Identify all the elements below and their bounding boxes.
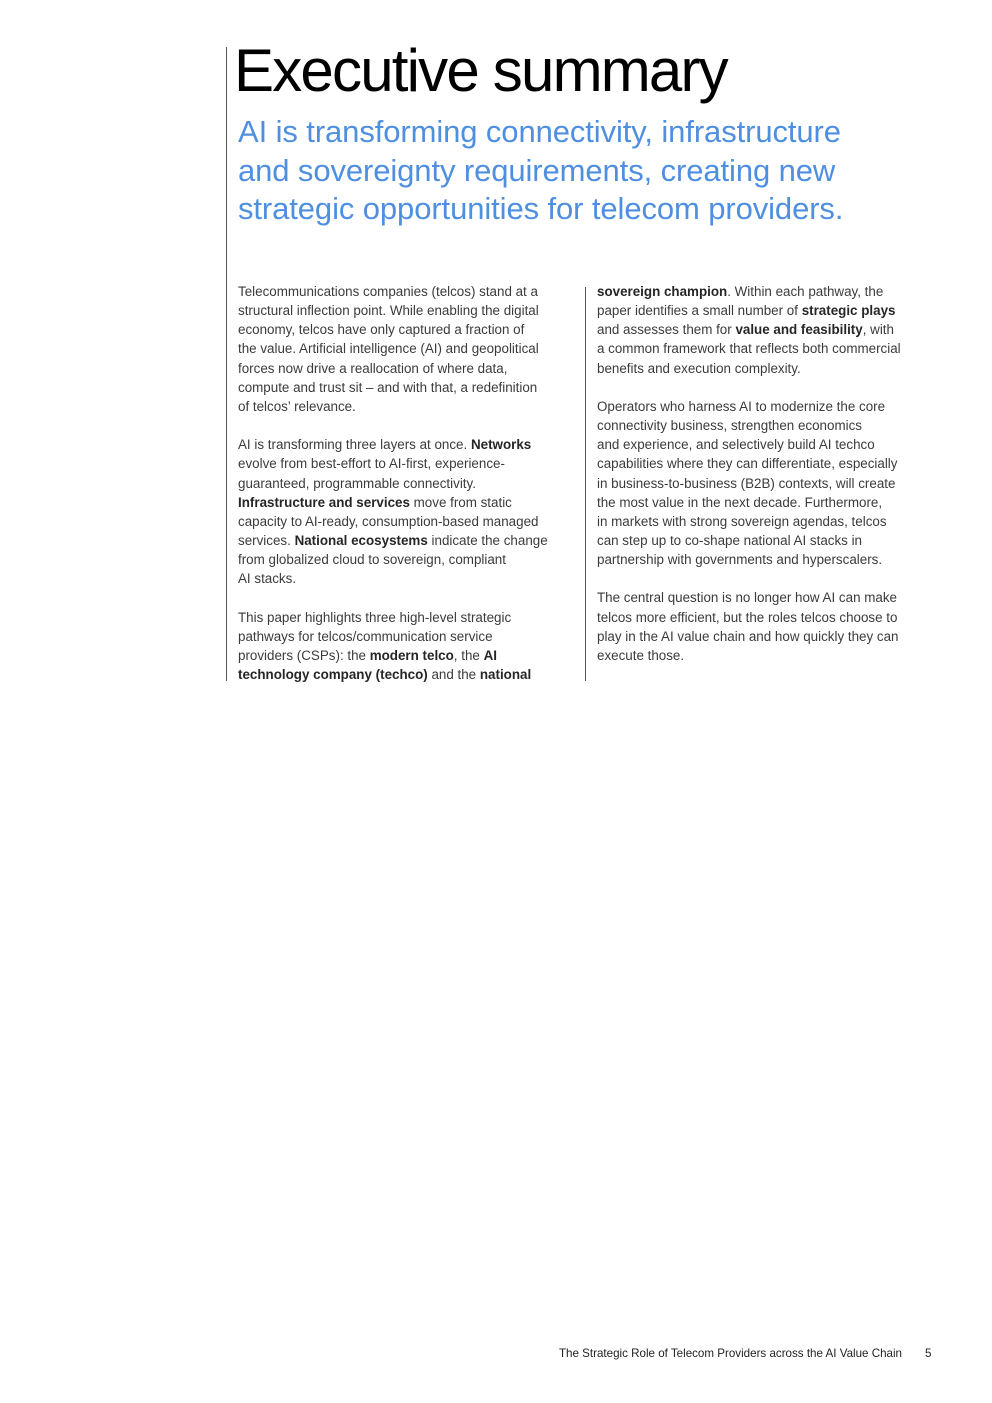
text-line (597, 474, 942, 493)
bold-text-run: national (479, 667, 532, 683)
text-line (597, 608, 942, 627)
text-line (238, 531, 580, 550)
body-paragraph (238, 608, 580, 685)
text-line (238, 435, 580, 454)
text-line (238, 569, 580, 588)
text-run: the most value in the next decade. Furthermore, (597, 494, 883, 510)
text-line (597, 282, 942, 301)
text-run: move from static (409, 494, 512, 510)
body-column-right (597, 282, 942, 684)
bold-text-run: Networks (470, 437, 532, 453)
text-line (238, 397, 580, 416)
text-run: Telecommunications companies (telcos) stand at a (238, 284, 538, 299)
text-line (597, 301, 942, 320)
text-line (597, 339, 942, 358)
text-line (597, 397, 942, 416)
text-run: the value. Artificial intelligence (AI) and geopolitical (238, 341, 539, 357)
text-line (238, 512, 580, 531)
text-line (238, 646, 580, 665)
text-line (597, 320, 942, 339)
text-run: AI stacks. (238, 571, 297, 587)
bold-text-run: value and feasibility (735, 322, 863, 338)
text-run: compute and trust sit – and with that, a redefinition (238, 379, 538, 395)
text-run: . Within each pathway, the (727, 284, 884, 299)
text-line (597, 646, 942, 665)
text-line (238, 665, 580, 684)
text-line (238, 493, 580, 512)
text-run: capabilities where they can differentiate, especially (597, 456, 898, 472)
bold-text-run: sovereign champion (597, 284, 728, 299)
body-paragraph (597, 397, 942, 569)
text-run: in markets with strong sovereign agendas, telcos (597, 513, 887, 529)
text-line (597, 359, 942, 378)
text-run: and the (427, 667, 480, 683)
text-run: execute those. (597, 647, 685, 663)
text-run: a common framework that reflects both commercial (597, 341, 901, 357)
text-line (238, 359, 580, 378)
text-line (597, 550, 942, 569)
text-line (238, 550, 580, 569)
text-run: Operators who harness AI to modernize the core (597, 398, 886, 414)
text-line (597, 627, 942, 646)
text-run: evolve from best-effort to AI-first, experience- (238, 456, 505, 472)
text-line (597, 512, 942, 531)
text-run: services. (238, 533, 295, 549)
text-run: indicate the change (427, 533, 548, 549)
text-line (238, 282, 580, 301)
text-run: and assesses them for (597, 322, 736, 338)
text-run: of telcos’ relevance. (238, 398, 356, 414)
text-line (597, 435, 942, 454)
subtitle-line: AI is transforming connectivity, infrastructure (238, 114, 841, 149)
bold-text-run: AI (483, 647, 497, 663)
text-line (238, 627, 580, 646)
text-run: partnership with governments and hyperscalers. (597, 552, 883, 568)
text-line (597, 493, 942, 512)
text-run: The central question is no longer how AI can make (597, 590, 897, 606)
text-run: guaranteed, programmable connectivity. (238, 475, 476, 491)
body-column-left (238, 282, 580, 703)
text-run: in business-to-business (B2B) contexts, will create (597, 475, 896, 491)
text-run: structural inflection point. While enabling the digital (238, 303, 539, 319)
text-run: economy, telcos have only captured a fraction of (238, 322, 525, 338)
page-number: 5 (925, 1347, 932, 1360)
text-run: , the (453, 647, 484, 663)
subtitle-line: and sovereignty requirements, creating new (238, 152, 836, 188)
text-line (597, 416, 942, 435)
text-line (238, 378, 580, 397)
text-line (238, 320, 580, 339)
text-run: connectivity business, strengthen economics (597, 418, 862, 434)
text-line (597, 531, 942, 550)
text-run: from globalized cloud to sovereign, compliant (238, 552, 506, 568)
text-run: providers (CSPs): the (238, 647, 370, 663)
bold-text-run: technology company (techco) (238, 667, 428, 683)
text-run: can step up to co-shape national AI stacks in (597, 533, 863, 549)
text-run: benefits and execution complexity. (597, 360, 801, 376)
text-run: This paper highlights three high-level strategic (238, 609, 512, 625)
text-run: , with (862, 322, 894, 338)
text-run: AI is transforming three layers at once. (238, 437, 471, 453)
text-run: pathways for telcos/communication service (238, 628, 493, 644)
text-run: paper identifies a small number of (597, 303, 802, 319)
bold-text-run: Infrastructure and services (238, 494, 410, 510)
text-run: forces now drive a reallocation of where data, (238, 360, 508, 376)
page-subtitle (238, 113, 938, 229)
text-line (238, 474, 580, 493)
text-line (238, 339, 580, 358)
text-line (597, 454, 942, 473)
body-paragraph (597, 282, 942, 378)
bold-text-run: modern telco (369, 647, 454, 663)
column-divider (585, 287, 586, 681)
text-run: and experience, and selectively build AI techco (597, 437, 875, 453)
body-paragraph (597, 588, 942, 665)
text-line (597, 588, 942, 607)
text-run: capacity to AI-ready, consumption-based managed (238, 513, 539, 529)
text-line (238, 454, 580, 473)
text-run: telcos more efficient, but the roles telcos choose to (597, 609, 898, 625)
text-line (238, 301, 580, 320)
title-accent-rule (226, 47, 227, 681)
page-footer (0, 1346, 992, 1362)
subtitle-line: strategic opportunities for telecom providers. (238, 191, 844, 226)
text-run: play in the AI value chain and how quickly they can (597, 628, 899, 644)
text-line (238, 608, 580, 627)
bold-text-run: National ecosystems (294, 533, 428, 549)
footer-document-title: The Strategic Role of Telecom Providers across the AI Value Chain (558, 1347, 902, 1360)
bold-text-run: strategic plays (801, 303, 896, 319)
body-paragraph (238, 282, 580, 416)
page-title: Executive summary (234, 37, 727, 104)
body-paragraph (238, 435, 580, 588)
